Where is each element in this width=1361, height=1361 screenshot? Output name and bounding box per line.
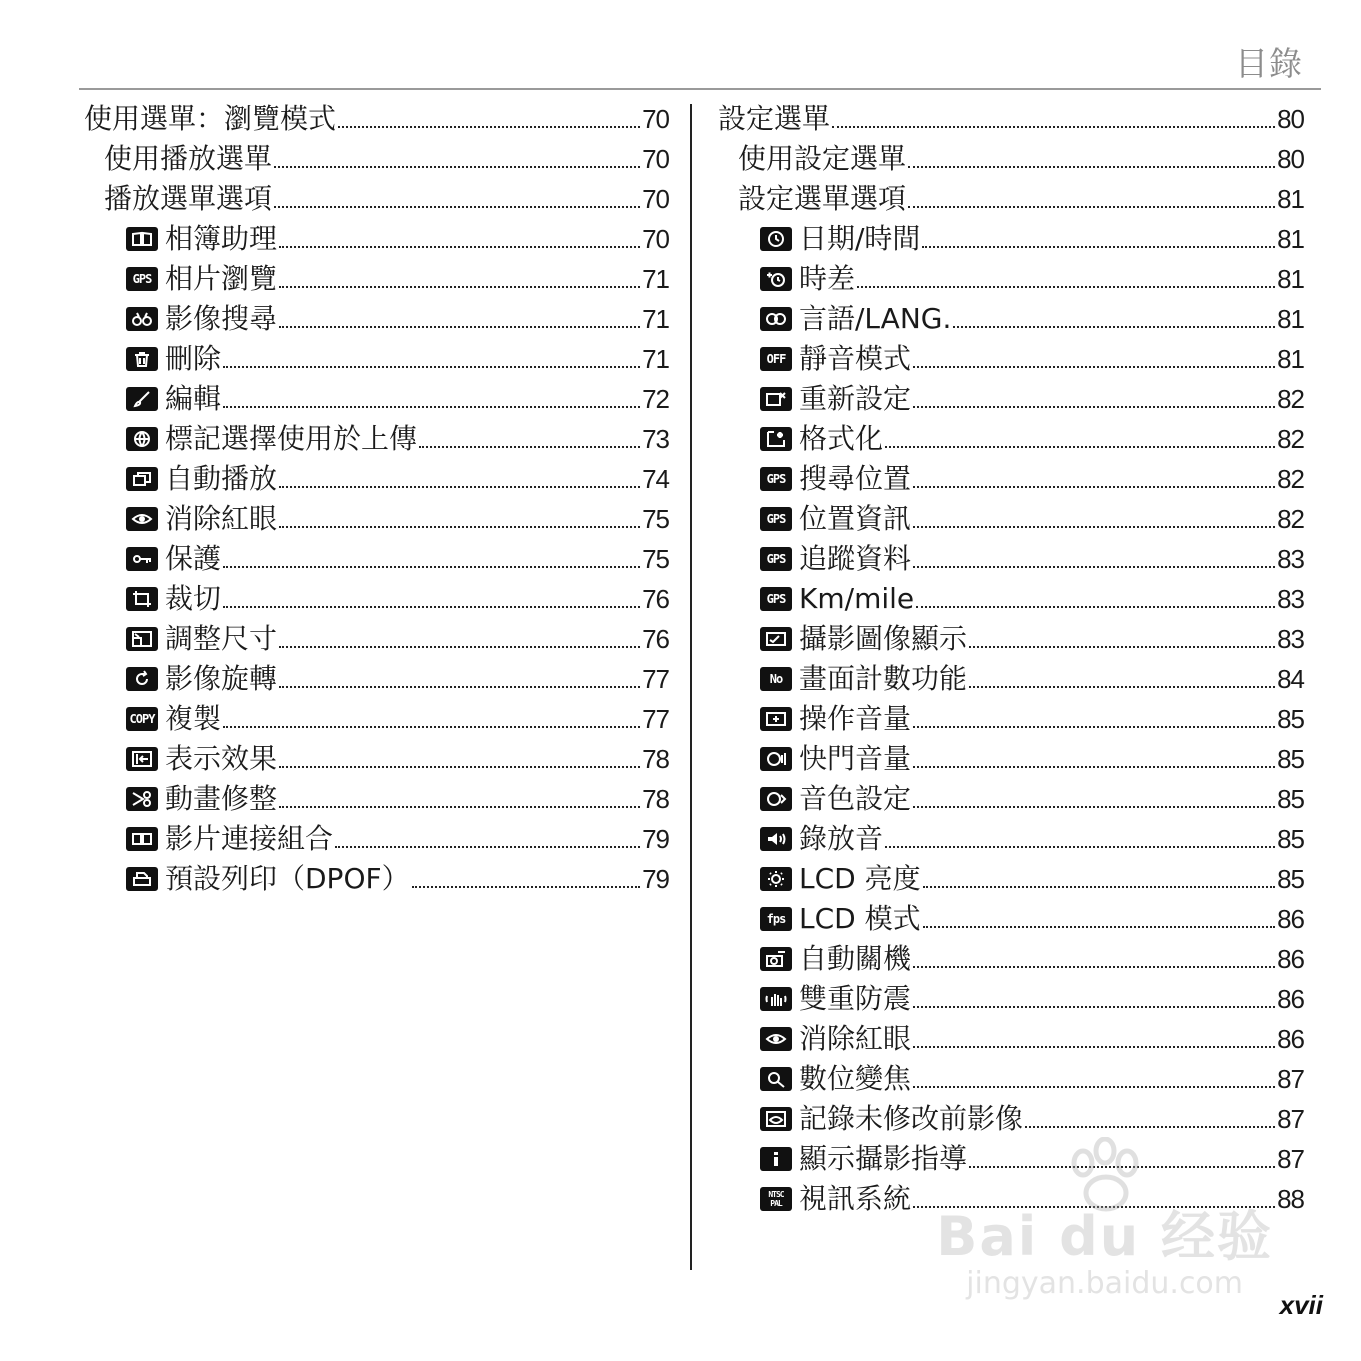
toc-entry-page-number: 86 [1277,1024,1304,1054]
toc-entry-page-number: 75 [642,504,669,534]
dot-leader [279,302,640,328]
toc-entry[interactable] [84,539,669,579]
dot-leader [913,342,1275,368]
resize-icon [126,627,158,651]
toc-entry-page-number: 70 [642,184,669,214]
header-rule [79,88,1321,90]
digital-zoom-icon [760,1067,792,1091]
watermark-brand: Bai du 经验 [936,1205,1273,1268]
toc-entry-page-number: 73 [642,424,669,454]
toc-entry-label: 設定選單選項 [738,182,907,215]
photobook-assist-icon [126,227,158,251]
dot-leader [913,782,1275,808]
dot-leader [913,462,1275,488]
dot-leader [923,902,1275,928]
dot-leader [913,542,1275,568]
toc-entry-page-number: 75 [642,544,669,574]
toc-entry[interactable] [84,259,669,299]
gps-search-icon: GPS [760,467,792,491]
toc-entry-page-number: 70 [642,144,669,174]
toc-entry-page-number: 87 [1277,1144,1304,1174]
toc-entry-label: 音色設定 [799,782,912,815]
toc-entry[interactable] [718,139,1304,179]
toc-entry[interactable] [718,99,1304,139]
toc-entry[interactable] [718,819,1304,859]
toc-entry-label: 自動關機 [799,942,912,975]
dot-leader [922,222,1275,248]
dot-leader [279,662,640,688]
toc-entry[interactable] [84,579,669,619]
lcd-mode-icon: fps [760,907,792,931]
image-search-icon [126,307,158,331]
upload-mark-icon [126,427,158,451]
toc-entry[interactable] [718,499,1304,539]
format-icon [760,427,792,451]
red-eye-removal-setting-icon [760,1027,792,1051]
toc-entry-label: 錄放音 [799,822,884,855]
toc-entry-page-number: 76 [642,584,669,614]
toc-entry-page-number: 82 [1277,424,1304,454]
toc-entry-label: 保護 [165,542,222,575]
toc-entry-page-number: 82 [1277,384,1304,414]
toc-entry[interactable] [718,1019,1304,1059]
toc-entry[interactable] [718,1139,1304,1179]
toc-entry-label: 影像旋轉 [165,662,278,695]
dot-leader [953,302,1275,328]
dot-leader [279,502,640,528]
silent-mode-icon: OFF [760,347,792,371]
toc-entry-page-number: 82 [1277,504,1304,534]
shutter-sound-icon [760,787,792,811]
frame-number-icon: No [760,667,792,691]
dot-leader [223,542,640,568]
dot-leader [279,782,640,808]
clock-icon [760,227,792,251]
dot-leader [279,622,640,648]
toc-entry-page-number: 74 [642,464,669,494]
toc-entry[interactable] [718,939,1304,979]
time-difference-icon [760,267,792,291]
dot-leader [913,502,1275,528]
red-eye-removal-icon [126,507,158,531]
toc-entry-page-number: 71 [642,344,669,374]
dot-leader [969,622,1275,648]
toc-entry[interactable] [84,379,669,419]
dot-leader [908,182,1275,208]
toc-entry-label: 相片瀏覽 [165,262,278,295]
toc-entry-page-number: 85 [1277,864,1304,894]
language-icon [760,307,792,331]
dot-leader [1025,1102,1275,1128]
toc-entry[interactable] [84,299,669,339]
dot-leader [913,1022,1275,1048]
toc-entry-label: 消除紅眼 [799,1022,912,1055]
toc-entry[interactable] [718,779,1304,819]
toc-entry-label: 播放選單選項 [104,182,273,215]
dot-leader [279,742,640,768]
copy-icon: COPY [126,707,158,731]
toc-entry-label: 使用選單：瀏覽模式 [84,102,337,135]
toc-entry-page-number: 83 [1277,624,1304,654]
toc-entry-label: 位置資訊 [799,502,912,535]
toc-entry[interactable] [84,779,669,819]
toc-entry[interactable] [718,1099,1304,1139]
left-column [84,99,669,899]
playback-volume-icon [760,827,792,851]
dot-leader [908,142,1275,168]
dot-leader [923,862,1275,888]
video-system-icon: NTSC PAL [760,1187,792,1211]
dot-leader [279,222,640,248]
dot-leader [885,422,1275,448]
toc-entry-label: 消除紅眼 [165,502,278,535]
toc-entry-label: 記錄未修改前影像 [799,1102,1024,1135]
toc-entry-label: 操作音量 [799,702,912,735]
toc-entry-page-number: 71 [642,264,669,294]
reset-icon [760,387,792,411]
toc-entry[interactable] [718,619,1304,659]
slide-show-icon [126,467,158,491]
toc-entry-label: 畫面計數功能 [799,662,968,695]
toc-entry-label: Km/mile [799,582,915,615]
toc-entry-page-number: 72 [642,384,669,414]
dot-leader [223,582,640,608]
dot-leader [913,982,1275,1008]
toc-entry[interactable] [84,659,669,699]
dot-leader [913,702,1275,728]
toc-entry-label: 言語/LANG. [799,302,952,335]
toc-entry-label: 雙重防震 [799,982,912,1015]
dot-leader [916,582,1275,608]
toc-entry-page-number: 70 [642,224,669,254]
toc-entry-page-number: 82 [1277,464,1304,494]
toc-entry[interactable] [84,699,669,739]
toc-entry[interactable] [718,739,1304,779]
page-header-title: 目錄 [1235,44,1303,83]
dot-leader [335,822,640,848]
column-divider [690,104,692,1270]
dot-leader [338,102,640,128]
toc-entry[interactable] [718,219,1304,259]
dot-leader [969,1142,1275,1168]
toc-entry[interactable] [718,419,1304,459]
toc-entry-page-number: 77 [642,664,669,694]
crop-icon [126,587,158,611]
toc-entry[interactable] [718,379,1304,419]
toc-entry[interactable] [718,259,1304,299]
image-rotate-icon [126,667,158,691]
toc-entry-label: 設定選單 [718,102,831,135]
toc-entry-label: 使用播放選單 [104,142,273,175]
toc-entry[interactable] [718,859,1304,899]
toc-entry-label: 自動播放 [165,462,278,495]
dot-leader [223,342,640,368]
toc-entry-page-number: 80 [1277,104,1304,134]
shutter-volume-icon [760,747,792,771]
toc-entry-page-number: 81 [1277,304,1304,334]
toc-entry[interactable] [84,339,669,379]
toc-entry-page-number: 81 [1277,184,1304,214]
toc-entry[interactable] [84,859,669,899]
toc-entry[interactable] [718,579,1304,619]
gps-icon: GPS [126,267,158,291]
toc-entry[interactable] [84,179,669,219]
toc-entry-label: 數位變焦 [799,1062,912,1095]
toc-entry-label: 追蹤資料 [799,542,912,575]
dot-leader [913,742,1275,768]
dot-leader [274,142,640,168]
toc-entry-page-number: 79 [642,824,669,854]
toc-entry-page-number: 84 [1277,664,1304,694]
toc-entry-page-number: 85 [1277,824,1304,854]
toc-entry[interactable] [84,419,669,459]
dot-leader [274,182,640,208]
toc-entry-page-number: 87 [1277,1104,1304,1134]
toc-entry[interactable] [718,459,1304,499]
toc-entry[interactable] [718,899,1304,939]
save-original-icon [760,1107,792,1131]
toc-entry[interactable] [718,979,1304,1019]
toc-entry-label: 快門音量 [799,742,912,775]
toc-entry-page-number: 86 [1277,984,1304,1014]
toc-entry-label: 表示效果 [165,742,278,775]
toc-entry-page-number: 86 [1277,904,1304,934]
protect-icon [126,547,158,571]
toc-entry-page-number: 81 [1277,224,1304,254]
toc-entry-label: 日期/時間 [799,222,921,255]
toc-entry-page-number: 70 [642,104,669,134]
toc-entry-label: 格式化 [799,422,884,455]
toc-entry-page-number: 86 [1277,944,1304,974]
edit-icon [126,387,158,411]
toc-entry-label: 裁切 [165,582,222,615]
toc-entry-page-number: 79 [642,864,669,894]
toc-entry-label: 搜尋位置 [799,462,912,495]
toc-entry-page-number: 83 [1277,544,1304,574]
toc-entry[interactable] [84,459,669,499]
dot-leader [412,862,640,888]
toc-entry-page-number: 85 [1277,784,1304,814]
toc-entry-label: 調整尺寸 [165,622,278,655]
toc-entry[interactable] [718,339,1304,379]
toc-entry[interactable] [84,739,669,779]
toc-entry[interactable] [718,179,1304,219]
toc-entry-label: 刪除 [165,342,222,375]
toc-entry-page-number: 85 [1277,744,1304,774]
toc-entry-label: 時差 [799,262,856,295]
toc-entry-label: 編輯 [165,382,222,415]
toc-entry-page-number: 81 [1277,344,1304,374]
dot-leader [279,462,640,488]
toc-entry-page-number: 88 [1277,1184,1304,1214]
toc-entry-label: 重新設定 [799,382,912,415]
toc-entry-label: 顯示攝影指導 [799,1142,968,1175]
toc-entry-page-number: 78 [642,744,669,774]
operation-volume-icon [760,707,792,731]
toc-entry-label: 視訊系統 [799,1182,912,1215]
toc-entry-label: LCD 亮度 [799,862,921,895]
gps-info-icon: GPS [760,507,792,531]
toc-entry-page-number: 76 [642,624,669,654]
dot-leader [913,1062,1275,1088]
toc-entry-page-number: 71 [642,304,669,334]
toc-entry-label: 相簿助理 [165,222,278,255]
toc-entry[interactable] [84,819,669,859]
toc-entry-page-number: 83 [1277,584,1304,614]
toc-entry[interactable] [718,539,1304,579]
toc-entry[interactable] [84,99,669,139]
display-effect-icon [126,747,158,771]
toc-entry-label: LCD 模式 [799,902,921,935]
movie-edit-icon [126,787,158,811]
toc-entry-page-number: 85 [1277,704,1304,734]
dot-leader [913,382,1275,408]
toc-entry-label: 標記選擇使用於上傳 [165,422,418,455]
toc-entry[interactable] [718,659,1304,699]
toc-entry-label: 影片連接組合 [165,822,334,855]
toc-entry[interactable] [718,1059,1304,1099]
dot-leader [223,702,640,728]
dot-leader [223,382,640,408]
toc-entry-page-number: 78 [642,784,669,814]
watermark-url: jingyan.baidu.com [966,1266,1244,1301]
gps-track-icon: GPS [760,547,792,571]
dot-leader [857,262,1275,288]
toc-entry-label: 預設列印（DPOF） [165,862,410,895]
toc-entry[interactable] [84,139,669,179]
dual-is-mode-icon [760,987,792,1011]
toc-entry[interactable] [718,1179,1304,1219]
baidu-watermark [936,1207,1273,1301]
toc-entry[interactable] [718,299,1304,339]
auto-power-off-icon [760,947,792,971]
toc-entry-label: 攝影圖像顯示 [799,622,968,655]
toc-entry-label: 影像搜尋 [165,302,278,335]
dot-leader [885,822,1275,848]
lcd-brightness-icon [760,867,792,891]
page-number-label: xvii [1279,1290,1323,1320]
gps-units-icon: GPS [760,587,792,611]
erase-icon [126,347,158,371]
print-order-icon [126,867,158,891]
movie-join-icon [126,827,158,851]
toc-entry-label: 複製 [165,702,222,735]
dot-leader [279,262,640,288]
shooting-guide-icon [760,1147,792,1171]
dot-leader [419,422,640,448]
toc-entry-label: 使用設定選單 [738,142,907,175]
dot-leader [832,102,1275,128]
toc-entry-page-number: 87 [1277,1064,1304,1094]
toc-entry[interactable] [718,699,1304,739]
toc-entry-label: 靜音模式 [799,342,912,375]
dot-leader [913,1182,1275,1208]
toc-entry[interactable] [84,499,669,539]
toc-entry-label: 動畫修整 [165,782,278,815]
right-column [718,99,1304,1219]
toc-entry-page-number: 77 [642,704,669,734]
toc-entry-page-number: 80 [1277,144,1304,174]
toc-entry[interactable] [84,619,669,659]
image-display-icon [760,627,792,651]
dot-leader [969,662,1275,688]
dot-leader [913,942,1275,968]
toc-entry[interactable] [84,219,669,259]
toc-entry-page-number: 81 [1277,264,1304,294]
